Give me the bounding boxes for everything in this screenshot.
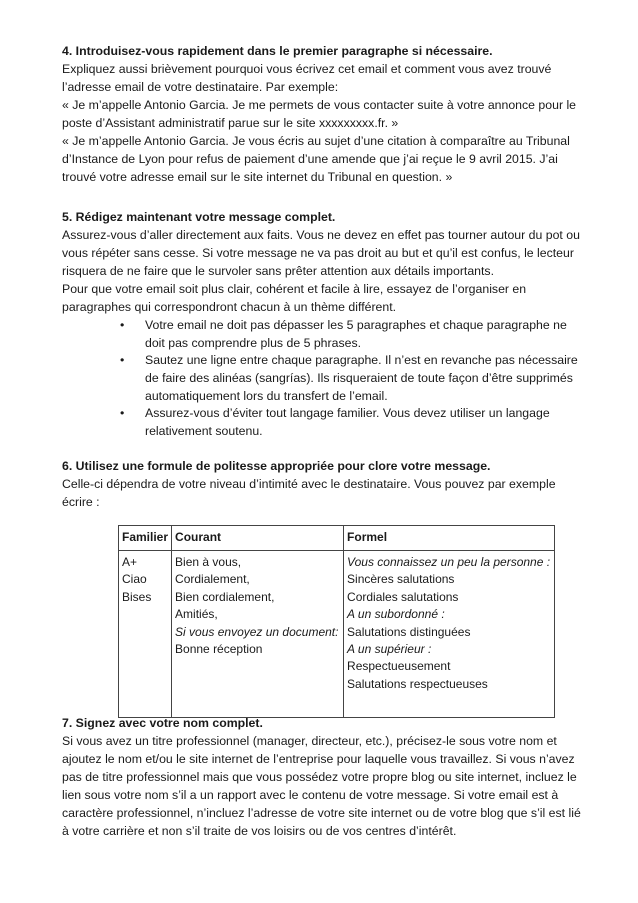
list-item-line: Assurez-vous d’éviter tout langage familier. Vous devez utiliser un langage [145, 406, 550, 420]
column-header-familier: Familier [119, 526, 172, 551]
courant-cell [172, 551, 344, 718]
table-cell-line: Sincères salutations [347, 572, 455, 587]
section-5-heading: 5. Rédigez maintenant votre message complet. [62, 210, 336, 224]
table-cell-line: Bises [122, 589, 152, 604]
bullet-marker: • [120, 406, 125, 420]
section-5-line: paragraphes qui correspondront chacun à un thème différent. [62, 300, 397, 314]
section-7-heading: 7. Signez avec votre nom complet. [62, 716, 263, 730]
section-4-line: « Je m’appelle Antonio Garcia. Je vous écris au sujet d’une citation à comparaître au Tribunal [62, 134, 570, 148]
section-7-line: Si vous avez un titre professionnel (manager, directeur, etc.), précisez-le sous votre nom et [62, 734, 557, 748]
table-cell-line: Si vous envoyez un document: [175, 624, 339, 639]
section-7-line: caractère professionnel, n’incluez l’adresse de votre site internet ou de votre blog que s’il est lié [62, 806, 581, 820]
table-row [119, 551, 555, 718]
column-header-courant: Courant [172, 526, 344, 551]
bullet-marker: • [120, 353, 125, 367]
bullet-marker: • [120, 318, 125, 332]
table-cell-line: A un supérieur : [347, 642, 432, 657]
section-7-line: lien sous votre nom s’il a un rapport avec le contenu de votre message. Si votre email est à [62, 788, 559, 802]
section-5-line: Pour que votre email soit plus clair, cohérent et facile à lire, essayez de l’organiser en [62, 282, 527, 296]
list-item-line: de faire des alinéas (sangrías). Ils risqueraient de toute façon d’être supprimés [145, 371, 573, 385]
table-cell-line: A un subordonné : [347, 607, 445, 622]
list-item-line: Sautez une ligne entre chaque paragraphe. Il n’est en revanche pas nécessaire [145, 353, 578, 367]
section-7-line: à votre carrière et non s’il traite de vos loisirs ou de vos centres d’intérêt. [62, 824, 457, 838]
list-item-line: doit pas comprendre plus de 5 phrases. [145, 336, 362, 350]
section-6-line: Celle-ci dépendra de votre niveau d’intimité avec le destinataire. Vous pouvez par exemple [62, 477, 556, 491]
table-cell-line: Amitiés, [175, 607, 218, 622]
table-cell-line: Salutations distinguées [347, 624, 471, 639]
section-4-line: « Je m’appelle Antonio Garcia. Je me permets de vous contacter suite à votre annonce pour le [62, 98, 577, 112]
list-item-line: relativement soutenu. [145, 424, 263, 438]
section-6-heading: 6. Utilisez une formule de politesse appropriée pour clore votre message. [62, 459, 491, 473]
table-cell-line: Bien cordialement, [175, 589, 275, 604]
table-cell-line: Ciao [122, 572, 147, 587]
section-4-line: poste d’Assistant administratif parue sur le site xxxxxxxxx.fr. » [62, 116, 399, 130]
politeness-table [118, 525, 555, 718]
section-5-line: risquera de ne faire que le survoler sans prêter attention aux détails importants. [62, 264, 494, 278]
formel-cell [344, 551, 555, 718]
section-6-line: écrire : [62, 495, 100, 509]
table-cell-line: Respectueusement [347, 659, 451, 674]
section-5-line: vous répéter sans cesse. Si votre message ne va pas droit au but et qu’il est confus, le lecteur [62, 246, 574, 260]
section-7-line: ajoutez le nom et/ou le site internet de l’entreprise pour laquelle vous travaillez. Si vous n’avez [62, 752, 575, 766]
table-cell-line: Cordiales salutations [347, 589, 459, 604]
list-item-line: Votre email ne doit pas dépasser les 5 paragraphes et chaque paragraphe ne [145, 318, 567, 332]
section-4-line: l’adresse email de votre destinataire. Par exemple: [62, 80, 339, 94]
section-5-line: Assurez-vous d’aller directement aux faits. Vous ne devez en effet pas tourner autour du pot ou [62, 228, 580, 242]
list-item-line: automatiquement lors du transfert de l’email. [145, 389, 388, 403]
table-cell-line: A+ [122, 555, 138, 569]
section-7-line: pas de titre professionnel mais que vous possédez votre propre blog ou site internet, incluez le [62, 770, 577, 784]
section-4-line: trouvé votre adresse email sur le site internet du Tribunal en question. » [62, 170, 453, 184]
section-4-line: d’Instance de Lyon pour refus de paiement d’une amende que j’ai reçue le 9 avril 2015. J’ai [62, 152, 558, 166]
table-cell-line: Salutations respectueuses [347, 676, 488, 691]
section-4-heading: 4. Introduisez-vous rapidement dans le premier paragraphe si nécessaire. [62, 44, 493, 58]
table-cell-line: Bonne réception [175, 642, 263, 657]
table-cell-line: Vous connaissez un peu la personne : [347, 555, 551, 569]
table-header-row [119, 526, 555, 551]
section-4-line: Expliquez aussi brièvement pourquoi vous écrivez cet email et comment vous avez trouvé [62, 62, 552, 76]
column-header-formel: Formel [344, 526, 555, 551]
table-cell-line: Cordialement, [175, 572, 250, 587]
table-cell-line: Bien à vous, [175, 555, 242, 569]
familier-cell [119, 551, 172, 718]
